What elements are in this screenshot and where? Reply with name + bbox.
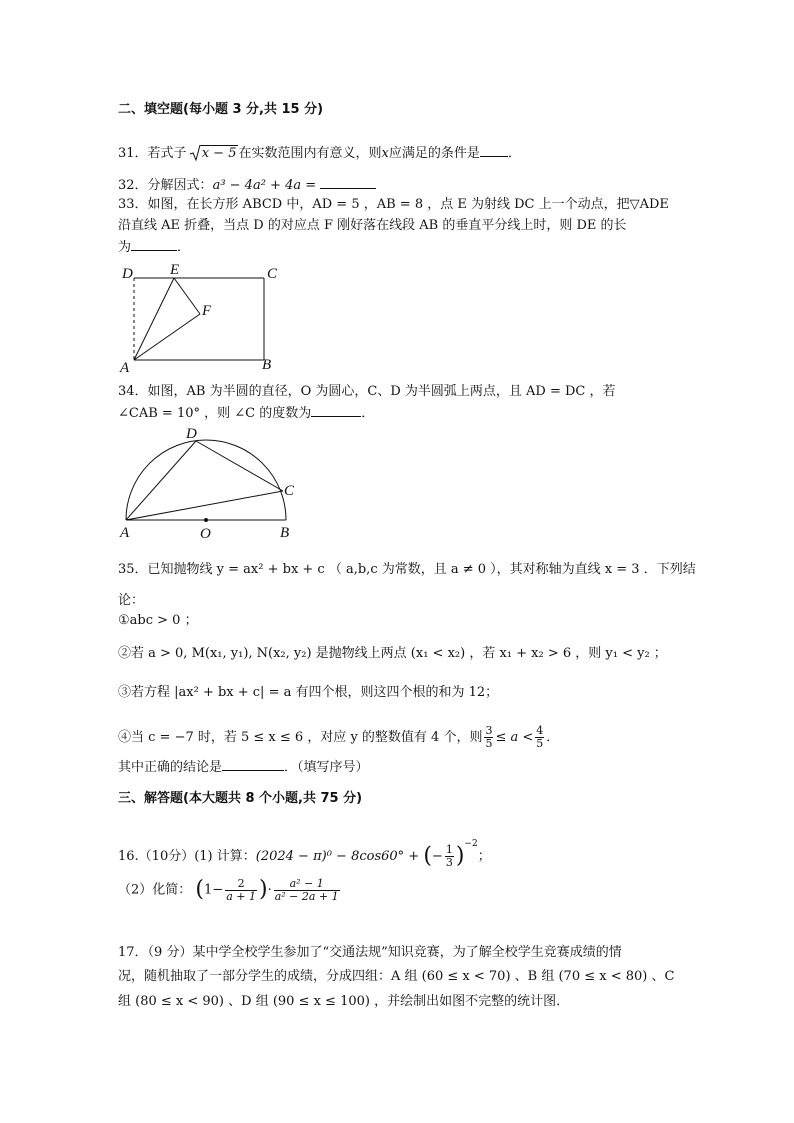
fraction-1-3: $\frac{1}{3}$ <box>445 843 453 869</box>
question-33-line1: 33．如图，在长方形 ABCD 中，AD = 5 ，AB = 8 ，点 E 为射线 DC 上一个动点，把▽ADE <box>118 197 669 212</box>
figure-rectangle-fold <box>112 262 282 374</box>
section-heading-solutions: 三、解答题(本大题共 8 个小题,共 75 分) <box>118 791 363 806</box>
question-31: 31．若式子 x − 5 在实数范围内有意义，则x应满足的条件是 ． <box>118 146 521 161</box>
fraction-a2-1-over-a2-2a-1: $\frac{\text{a² − 1}}{\text{a² − 2a + 1}}$ <box>274 876 339 903</box>
answer-blank[interactable] <box>131 238 177 251</box>
conclusion-2: ②若 a > 0, M(x₁, y₁), N(x₂, y₂) 是抛物线上两点 (x₁ < x₂) ，若 x₁ + x₂ > 6 ，则 y₁ < y₂ ； <box>118 646 667 661</box>
answer-blank[interactable] <box>480 144 508 157</box>
label-D: D <box>186 426 197 442</box>
question-35-line1: 35．已知抛物线 y = ax² + bx + c （ a,b,c 为常数，且 a ≠ 0 ），其对称轴为直线 x = 3 ．下列结 <box>118 562 696 577</box>
answer-blank[interactable] <box>222 758 284 771</box>
question-33-line3: 为 ． <box>118 240 191 255</box>
label-A: A <box>120 525 130 541</box>
figure-semicircle <box>114 424 304 542</box>
label-D: D <box>122 266 133 282</box>
answer-blank[interactable] <box>311 404 361 417</box>
fraction-2-over-a-plus-1: $\frac{2}{a + 1}$ <box>226 876 256 903</box>
question-16-part2: （2）化简： (1− $\frac{2}{a + 1}$ )· $\frac{\text{a² − 1}}{\text{a² − 2a + 1}}$ <box>118 876 339 903</box>
fraction-4-5: $\frac{4}{5}$ <box>536 724 544 750</box>
label-A: A <box>120 360 130 374</box>
section-heading-fill-in: 二、填空题(每小题 3 分,共 15 分) <box>118 102 324 117</box>
question-17-line1: 17．（9 分）某中学全校学生参加了“交通法规”知识竞赛，为了解全校学生竞赛成绩的情 <box>118 945 622 960</box>
conclusion-4: ④当 c = −7 时，若 5 ≤ x ≤ 6 ，对应 y 的整数值有 4 个，则 $\frac{3}{5}$ ≤ a < $\frac{4}{5}$ ． <box>118 724 560 750</box>
label-C: C <box>267 266 278 282</box>
question-35-line2: 论： <box>118 593 145 608</box>
question-17-line2: 况，随机抽取了一部分学生的成绩，分成四组：A 组 (60 ≤ x < 70) 、B 组 (70 ≤ x < 80) 、C <box>118 969 675 984</box>
label-O: O <box>200 526 211 542</box>
label-C: C <box>284 483 295 499</box>
conclusion-1: ①abc > 0 ； <box>118 613 198 628</box>
question-32: 32．分解因式：a³ − 4a² + 4a = <box>118 176 376 195</box>
label-B: B <box>280 525 290 541</box>
question-34-line2: ∠CAB = 10° ，则 ∠C 的度数为 ． <box>118 406 375 421</box>
label-B: B <box>262 357 272 373</box>
question-16-part1: 16.（10分）(1) 计算：(2024 − π)⁰ − 8cos60° + (− $\frac{1}{3}$ )$^{-2}$； <box>118 839 491 869</box>
radical-sign-icon <box>189 144 201 162</box>
label-E: E <box>170 262 180 278</box>
conclusion-3: ③若方程 |ax² + bx + c| = a 有四个根，则这四个根的和为 12； <box>118 685 499 700</box>
fraction-3-5: $\frac{3}{5}$ <box>485 724 493 750</box>
question-35-ask: 其中正确的结论是 ．（填写序号） <box>118 760 369 775</box>
question-34-line1: 34．如图，AB 为半圆的直径，O 为圆心，C、D 为半圆弧上两点，且 AD = DC ，若 <box>118 384 616 399</box>
sqrt-expression: x − 5 <box>191 145 239 163</box>
label-F: F <box>202 303 212 319</box>
question-17-line3: 组 (80 ≤ x < 90) 、D 组 (90 ≤ x ≤ 100) ，并绘制出如图不完整的统计图． <box>118 994 570 1009</box>
answer-blank[interactable] <box>320 176 376 189</box>
question-33-line2: 沿直线 AE 折叠，当点 D 的对应点 F 刚好落在线段 AB 的垂直平分线上时，则 DE 的长 <box>118 218 627 233</box>
